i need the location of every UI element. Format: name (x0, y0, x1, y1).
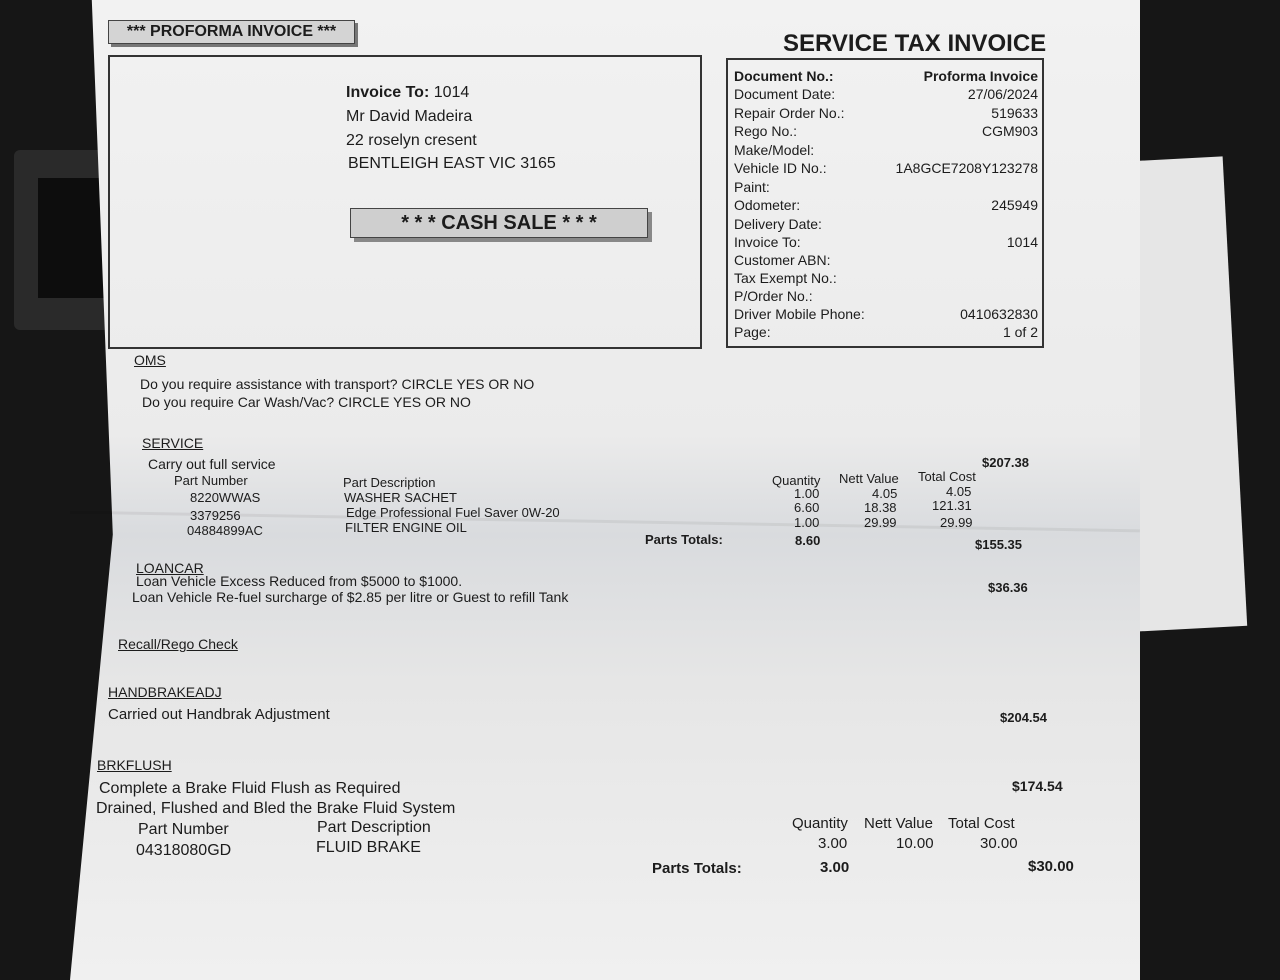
doc-row (734, 270, 1038, 288)
brkflush-col-qty: Quantity (792, 815, 848, 832)
handbrake-heading: HANDBRAKEADJ (108, 684, 222, 700)
brkflush-part-total: 30.00 (980, 835, 1018, 852)
brkflush-col-nett: Nett Value (864, 815, 933, 832)
doc-label: Driver Mobile Phone: (734, 306, 865, 322)
customer-city: BENTLEIGH EAST VIC 3165 (348, 155, 556, 172)
brkflush-line-1: Complete a Brake Fluid Flush as Required (99, 780, 401, 797)
doc-label: Odometer: (734, 197, 801, 213)
brkflush-total: $174.54 (1012, 778, 1063, 794)
doc-row (734, 324, 1038, 342)
service-description: Carry out full service (148, 456, 276, 472)
doc-row (734, 288, 1038, 306)
service-part-qty: 6.60 (794, 500, 820, 515)
loancar-heading: LOANCAR (136, 560, 204, 576)
service-part-nett: 4.05 (872, 486, 898, 501)
brkflush-line-2: Drained, Flushed and Bled the Brake Fluid System (96, 800, 456, 817)
loancar-line-2: Loan Vehicle Re-fuel surcharge of $2.85 per litre or Guest to refill Tank (132, 589, 569, 605)
service-total: $207.38 (982, 455, 1029, 470)
brkflush-parts-totals-amount: $30.00 (1028, 858, 1074, 875)
service-part-qty: 1.00 (794, 486, 820, 501)
service-part-nett: 29.99 (864, 515, 897, 530)
doc-value: 1 of 2 (1002, 324, 1038, 340)
customer-name: Mr David Madeira (346, 108, 473, 125)
doc-label: Page: (734, 324, 771, 340)
document-info-box (726, 58, 1044, 348)
brkflush-part-qty: 3.00 (818, 835, 848, 852)
doc-row (734, 252, 1038, 270)
service-parts-totals-qty: 8.60 (795, 533, 821, 548)
doc-label: P/Order No.: (734, 288, 813, 304)
doc-row (734, 216, 1038, 234)
background-slot (38, 178, 108, 298)
handbrake-description: Carried out Handbrak Adjustment (108, 706, 330, 723)
doc-label: Tax Exempt No.: (734, 270, 837, 286)
proforma-tag: *** PROFORMA INVOICE *** (108, 20, 355, 44)
service-part-number: 8220WWAS (190, 490, 261, 505)
brkflush-parts-totals-qty: 3.00 (820, 859, 850, 876)
doc-row (734, 179, 1038, 197)
invoice-to-number: 1014 (433, 84, 470, 101)
invoice-to-label: Invoice To: (346, 84, 430, 101)
page-title: SERVICE TAX INVOICE (783, 30, 1047, 57)
doc-row (734, 86, 1038, 104)
service-col-total: Total Cost (918, 469, 976, 484)
brkflush-parts-totals-label: Parts Totals: (652, 860, 742, 877)
doc-value: 519633 (991, 105, 1038, 121)
service-part-nett: 18.38 (864, 500, 897, 515)
service-part-total: 4.05 (946, 484, 972, 499)
doc-label: Delivery Date: (734, 216, 822, 232)
doc-label: Customer ABN: (734, 252, 831, 268)
doc-label: Make/Model: (734, 142, 815, 158)
invoice-to-line (346, 84, 469, 102)
service-heading: SERVICE (142, 435, 204, 451)
oms-line-2: Do you require Car Wash/Vac? CIRCLE YES OR NO (142, 394, 471, 410)
service-part-number: 04884899AC (187, 523, 263, 538)
doc-row (734, 197, 1038, 215)
brkflush-part-number: 04318080GD (136, 842, 232, 859)
cash-sale-banner: * * * CASH SALE * * * (350, 208, 648, 238)
brkflush-col-part-desc: Part Description (317, 819, 431, 836)
customer-street: 22 roselyn cresent (346, 132, 477, 149)
brkflush-part-nett: 10.00 (896, 835, 934, 852)
handbrake-total: $204.54 (1000, 710, 1047, 725)
doc-value: 245949 (991, 197, 1038, 213)
service-col-part-desc: Part Description (343, 475, 436, 490)
doc-row (734, 234, 1038, 252)
doc-row (734, 306, 1038, 324)
service-part-desc: WASHER SACHET (344, 490, 457, 505)
doc-row (734, 68, 1038, 86)
service-part-total: 121.31 (932, 498, 972, 513)
doc-label: Vehicle ID No.: (734, 160, 827, 176)
recall-heading: Recall/Rego Check (118, 636, 238, 652)
doc-label: Rego No.: (734, 123, 798, 139)
doc-value: 27/06/2024 (967, 86, 1038, 102)
loancar-line-1: Loan Vehicle Excess Reduced from $5000 to $1000. (136, 573, 463, 589)
brkflush-part-desc: FLUID BRAKE (316, 839, 421, 856)
service-part-total: 29.99 (940, 515, 973, 530)
oms-line-1: Do you require assistance with transport? CIRCLE YES OR NO (140, 376, 535, 392)
service-part-qty: 1.00 (794, 515, 820, 530)
doc-label: Document Date: (734, 86, 836, 102)
doc-value: 0410632830 (960, 306, 1038, 322)
brkflush-col-total: Total Cost (948, 815, 1015, 832)
service-part-desc: Edge Professional Fuel Saver 0W-20 (346, 505, 560, 520)
doc-value: 1A8GCE7208Y123278 (895, 160, 1038, 176)
service-part-number: 3379256 (190, 508, 241, 523)
service-col-nett: Nett Value (839, 471, 899, 486)
brkflush-heading: BRKFLUSH (97, 757, 172, 773)
service-col-qty: Quantity (772, 473, 821, 488)
service-parts-totals-label: Parts Totals: (645, 532, 723, 547)
doc-row (734, 123, 1038, 141)
doc-label: Document No.: (734, 68, 834, 84)
oms-heading: OMS (134, 352, 166, 368)
doc-label: Paint: (734, 179, 770, 195)
doc-row (734, 105, 1038, 123)
doc-row (734, 142, 1038, 160)
doc-label: Invoice To: (734, 234, 801, 250)
doc-value: 1014 (1006, 234, 1038, 250)
doc-value: CGM903 (981, 123, 1038, 139)
brkflush-col-part-number: Part Number (138, 821, 229, 838)
doc-label: Repair Order No.: (734, 105, 845, 121)
doc-row (734, 160, 1038, 178)
loancar-total: $36.36 (988, 580, 1028, 595)
service-col-part-number: Part Number (174, 473, 248, 488)
doc-value: Proforma Invoice (923, 68, 1038, 84)
service-part-desc: FILTER ENGINE OIL (345, 520, 467, 535)
service-parts-totals-amount: $155.35 (975, 537, 1022, 552)
